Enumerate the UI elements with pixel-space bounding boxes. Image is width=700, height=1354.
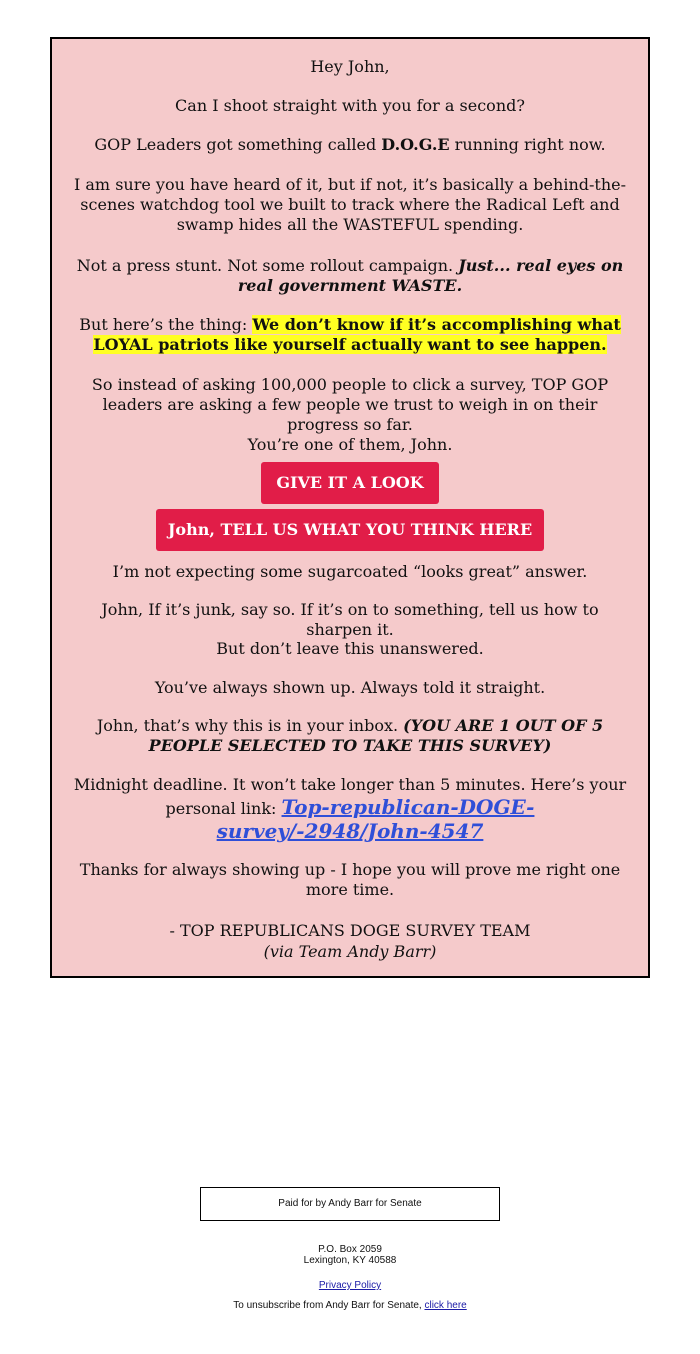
signoff: - TOP REPUBLICANS DOGE SURVEY TEAM — [169, 921, 531, 940]
deadline-paragraph: Midnight deadline. It won’t take longer than 5 minutes. Here’s your personal link: Top-republican-DOGE-survey/-2948/John-4547 — [73, 775, 627, 843]
survey-link[interactable]: Top-republican-DOGE-survey/-2948/John-4547 — [216, 795, 535, 843]
doge-name: D.O.G.E — [381, 135, 450, 154]
privacy-policy-link[interactable]: Privacy Policy — [318, 1280, 382, 1291]
signoff-via: (via Team Andy Barr) — [263, 942, 437, 961]
thanks-paragraph: Thanks for always showing up - I hope you will prove me right one more time. — [79, 860, 621, 899]
give-it-a-look-button[interactable]: GIVE IT A LOOK — [261, 462, 439, 504]
opening-line: Can I shoot straight with you for a second? — [175, 96, 525, 115]
tell-us-button[interactable]: John, TELL US WHAT YOU THINK HERE — [156, 509, 544, 551]
privacy-policy-row — [0, 1280, 700, 1291]
heres-the-thing-paragraph: But here’s the thing: We don’t know if it’s accomplishing what LOYAL patriots like yourself actually want to see happen. — [79, 315, 621, 354]
no-sugarcoat-line: I’m not expecting some sugarcoated “looks great” answer. — [112, 562, 588, 581]
inbox-paragraph: John, that’s why this is in your inbox. (YOU ARE 1 OUT OF 5 PEOPLE SELECTED TO TAKE THIS SURVEY) — [96, 716, 604, 755]
explanation-paragraph: I am sure you have heard of it, but if not, it’s basically a behind-the-scenes watchdog tool we built to track where the Radical Left and swamp hides all the WASTEFUL spending. — [73, 175, 626, 234]
greeting: Hey John, — [310, 57, 390, 76]
survey-ask-paragraph: So instead of asking 100,000 people to click a survey, TOP GOP leaders are asking a few people we trust to weigh in on their progress so far. — [91, 375, 609, 434]
unanswered-line: But don’t leave this unanswered. — [216, 639, 484, 658]
junk-line: John, If it’s junk, say so. If it’s on to something, tell us how to sharpen it. — [101, 600, 599, 639]
unsubscribe-row: To unsubscribe from Andy Barr for Senate, click here — [233, 1300, 467, 1311]
youre-one-line: You’re one of them, John. — [247, 435, 453, 454]
email-body-card — [50, 37, 650, 978]
address-line-2: Lexington, KY 40588 — [303, 1255, 397, 1266]
not-a-stunt-paragraph: Not a press stunt. Not some rollout campaign. Just... real eyes on real government WASTE. — [76, 256, 624, 295]
address-line-1: P.O. Box 2059 — [318, 1244, 382, 1255]
doge-line: GOP Leaders got something called D.O.G.E running right now. — [94, 135, 606, 154]
unsubscribe-link[interactable]: click here — [424, 1300, 467, 1311]
shown-up-line: You’ve always shown up. Always told it straight. — [154, 678, 546, 697]
paid-for-box: Paid for by Andy Barr for Senate — [200, 1187, 500, 1221]
highlighted-text: We don’t know if it’s accomplishing what LOYAL patriots like yourself actually want to see happen. — [93, 315, 621, 354]
